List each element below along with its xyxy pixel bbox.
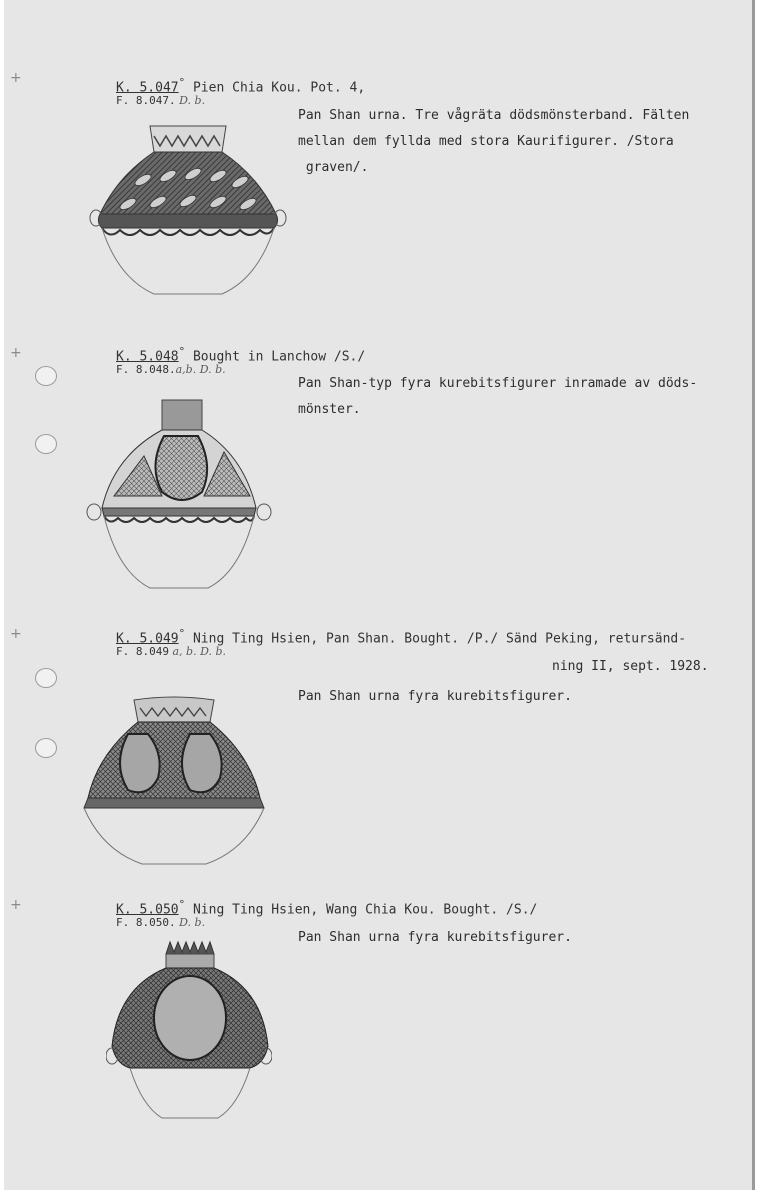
f-number-line [116, 363, 226, 376]
f-number: F. 8.047. [116, 94, 176, 107]
f-number: F. 8.049 [116, 645, 169, 658]
entry-heading [116, 898, 537, 917]
f-number-line [116, 94, 205, 107]
f-number: F. 8.048. [116, 363, 176, 376]
page-edge-shadow [752, 0, 755, 1190]
entry-title: Bought in Lanchow /S./ [185, 349, 366, 365]
entry-title: Pien Chia Kou. Pot. 4, [185, 80, 366, 96]
f-number-line [116, 916, 205, 929]
punch-hole [35, 366, 57, 386]
entry-heading [116, 76, 365, 95]
k-mark: ° [178, 898, 186, 911]
entry-description: Pan Shan urna. Tre vågräta dödsmönsterband. Fälten mellan dem fyllda med stora Kaurifigurer. /Stora graven/. [298, 108, 690, 175]
k-number: K. 5.049 [116, 631, 179, 647]
k-mark: ° [178, 627, 186, 640]
k-number: K. 5.047 [116, 80, 179, 96]
handwritten-note: D. b. [175, 916, 206, 929]
handwritten-note: a,b. D. b. [175, 363, 226, 376]
entry-title: Ning Ting Hsien, Pan Shan. Bought. /P./ Sänd Peking, retursänd- [185, 631, 687, 647]
punch-hole [35, 668, 57, 688]
urn-drawing [78, 694, 270, 868]
entry-heading [116, 627, 686, 646]
k-mark: ° [178, 345, 186, 358]
handwritten-note: a, b. D. b. [168, 645, 227, 658]
urn-drawing [84, 396, 274, 592]
entry-title: Ning Ting Hsien, Wang Chia Kou. Bought. /S./ [185, 902, 538, 918]
punch-hole [35, 434, 57, 454]
urn-drawing [106, 938, 272, 1122]
margin-mark: + [10, 70, 22, 86]
f-number-line [116, 645, 226, 658]
entry-heading [116, 345, 365, 364]
margin-mark: + [10, 626, 22, 642]
heading-continuation: ning II, sept. 1928. [552, 659, 709, 674]
handwritten-note: D. b. [175, 94, 206, 107]
entry-description: Pan Shan urna fyra kurebitsfigurer. [298, 930, 572, 945]
k-number: K. 5.048 [116, 349, 179, 365]
punch-hole [35, 738, 57, 758]
margin-mark: + [10, 897, 22, 913]
k-number: K. 5.050 [116, 902, 179, 918]
urn-drawing [88, 118, 288, 300]
entry-description: Pan Shan urna fyra kurebitsfigurer. [298, 689, 572, 704]
k-mark: ° [178, 76, 186, 89]
entry-description: Pan Shan-typ fyra kurebitsfigurer inramade av döds- mönster. [298, 376, 698, 417]
f-number: F. 8.050. [116, 916, 176, 929]
margin-mark: + [10, 345, 22, 361]
